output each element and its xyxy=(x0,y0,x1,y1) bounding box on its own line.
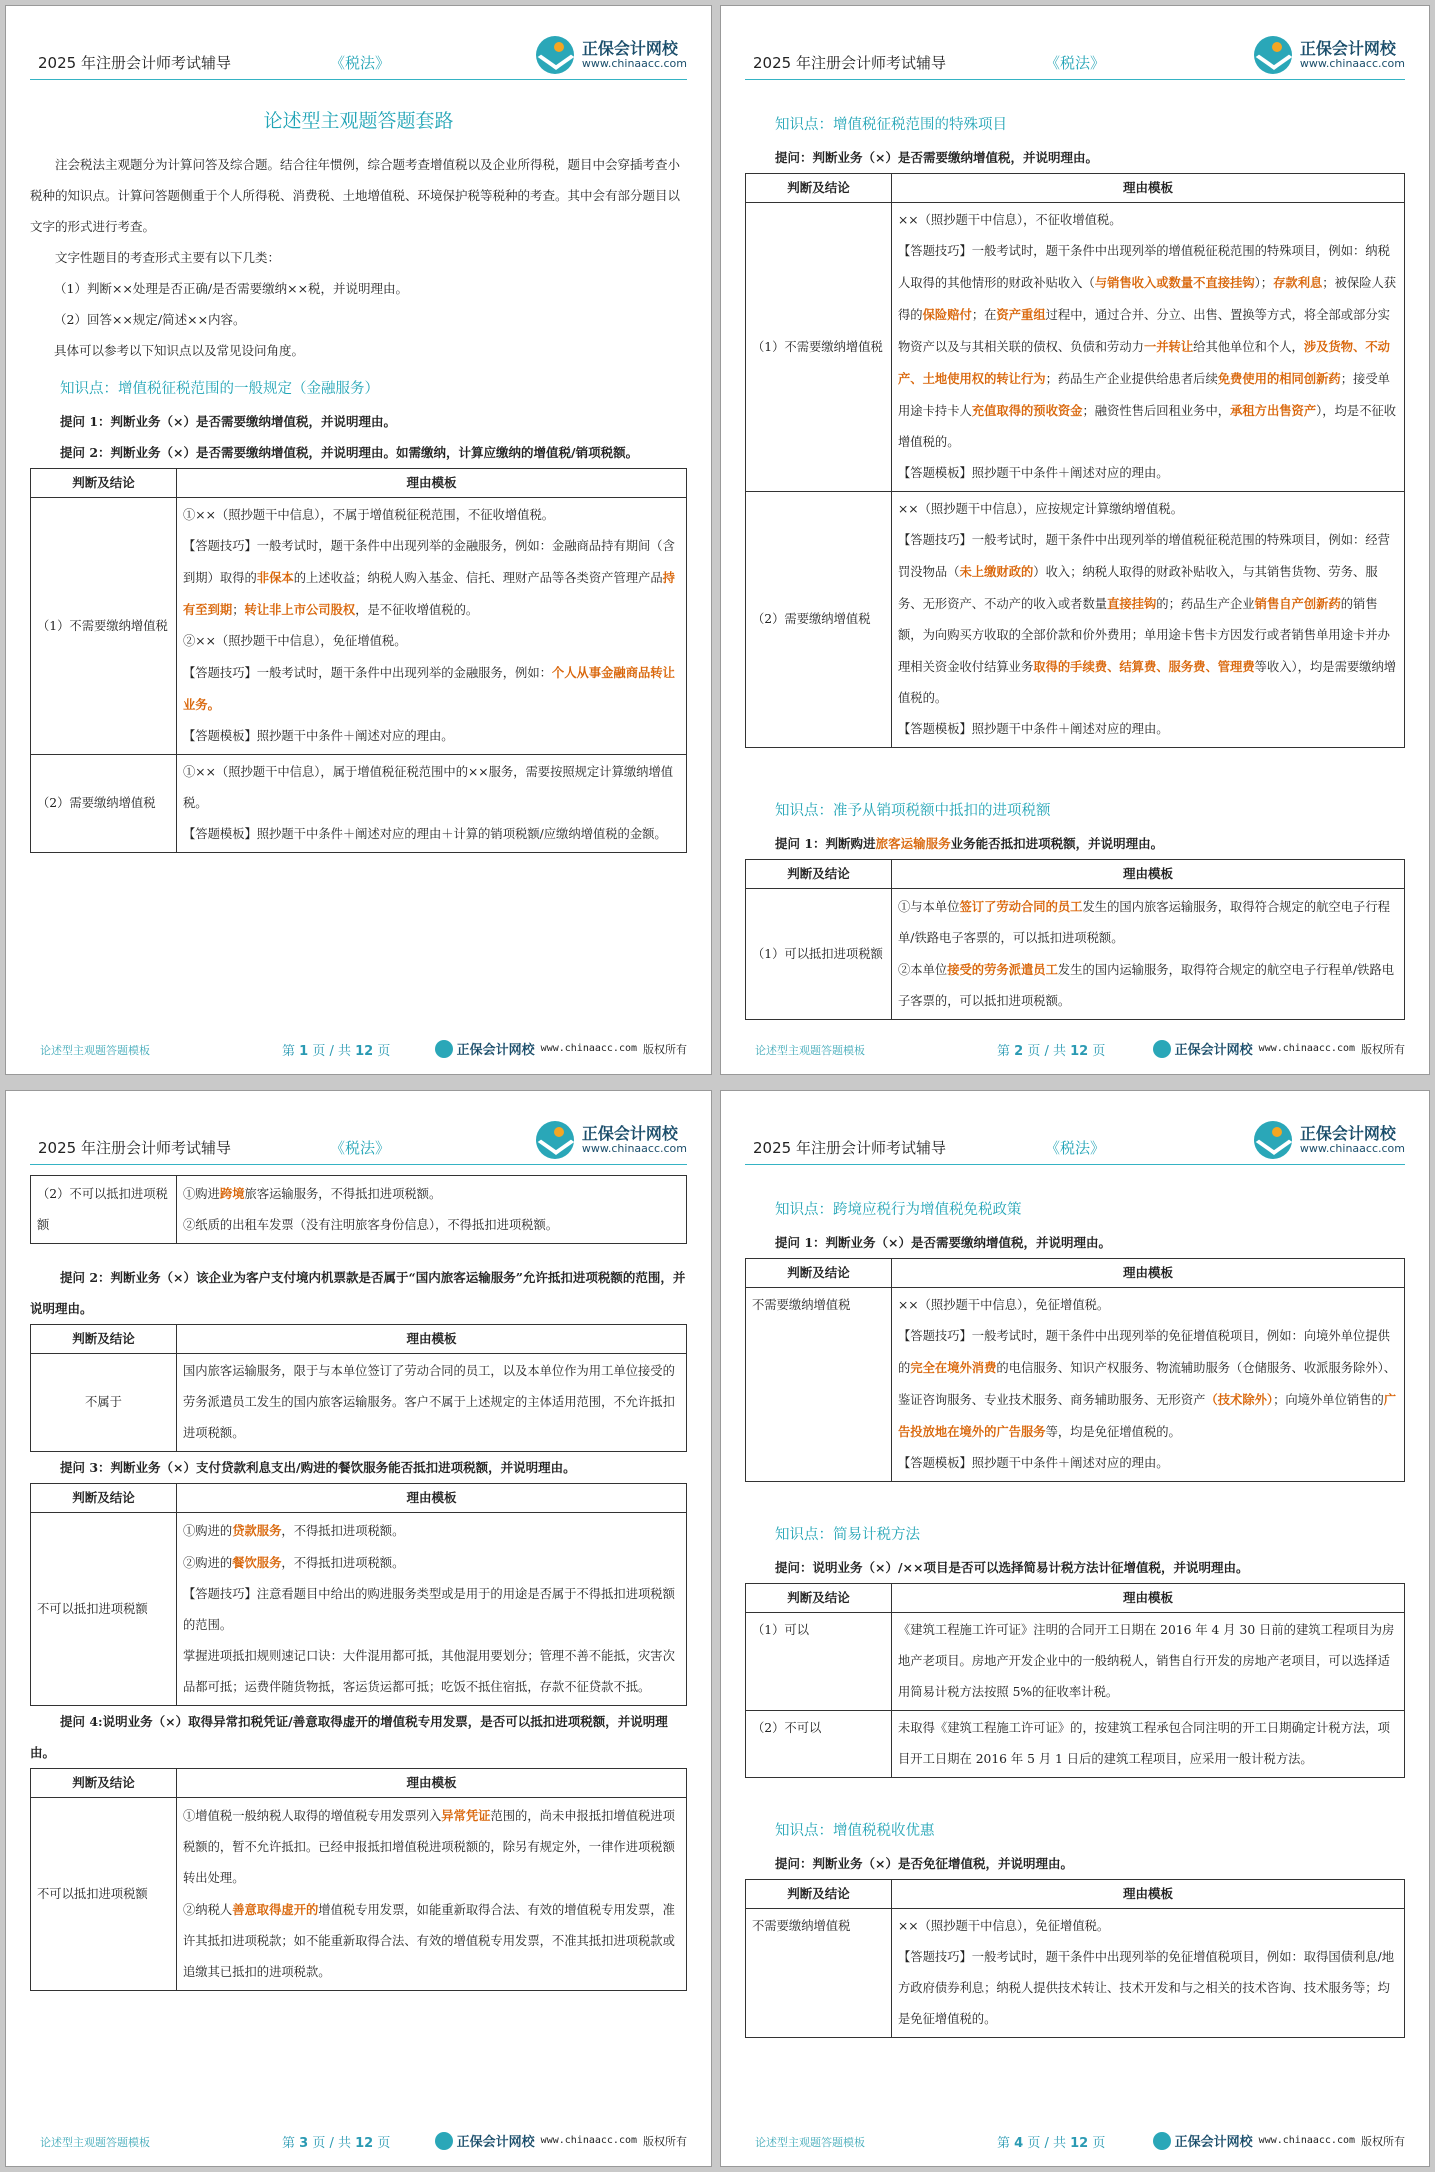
page-number: 第 2 页 / 共 12 页 xyxy=(997,1044,1106,1059)
page-1 xyxy=(5,5,712,1075)
conclusion-cell: （2）需要缴纳增值税 xyxy=(746,492,892,748)
logo: 正保会计网校 www.chinaacc.com xyxy=(1254,33,1405,77)
reason-cell: ××（照抄题干中信息），免征增值税。 【答题技巧】一般考试时，题干条件中出现列举的免征增值税项目，例如：向境外单位提供的完全在境外消费的电信服务、知识产权服务、物流辅助服务（仓储服务、收派服务除外）、鉴证咨询服务、专业技术服务、商务辅助服务、无形资产（技术除外）；向境外单位销售的广告投放地在境外的广告服务等，均是免征增值税的。 【答题模板】照抄题干中条件＋阐述对应的理由。 xyxy=(892,1288,1405,1482)
reason-line: ①××（照抄题干中信息），属于增值税征税范围中的××服务，需要按照规定计算缴纳增值税。 xyxy=(183,765,674,810)
reason-cell: ①购进的贷款服务，不得抵扣进项税额。 ②购进的餐饮服务，不得抵扣进项税额。 【答题技巧】注意看题目中给出的购进服务类型或是用于的用途是否属于不得抵扣进项税额的范围。 掌握进项抵扣规则速记口诀：大件混用都可抵，其他混用要划分；管理不善不能抵，灾害次品都可抵；运费伴随货物抵，客运货运都可抵；吃饭不抵住宿抵，存款不征贷款不抵。 xyxy=(177,1513,687,1706)
reason-line: ②××（照抄题干中信息），免征增值税。 xyxy=(183,634,407,648)
header-exam-title: 2025 年注册会计师考试辅导 xyxy=(38,54,231,72)
page-3 xyxy=(5,1090,712,2167)
table-row xyxy=(31,498,687,755)
reason-cell: 《建筑工程施工许可证》注明的合同开工日期在 2016 年 4 月 30 日前的建筑工程项目为房地产老项目。房地产开发企业中的一般纳税人，销售自行开发的房地产老项目，可以选择适用简易计税方法按照 5%的征收率计税。 xyxy=(892,1613,1405,1711)
logo-icon xyxy=(435,1040,453,1058)
answer-table xyxy=(745,173,1405,748)
footer-brand: 正保会计网校 www.chinaacc.com 版权所有 xyxy=(435,1039,687,1058)
question: 提问：判断业务（×）是否需要缴纳增值税，并说明理由。 xyxy=(775,150,1098,165)
reason-line: 【答题技巧】一般考试时，题干条件中出现列举的金融服务，例如：金融商品持有期间（含到期）取得的非保本的上述收益；纳税人购入基金、信托、理财产品等各类资产管理产品持有至到期；转让非上市公司股权，是不征收增值税的。 xyxy=(183,539,675,617)
footer-doc-name: 论述型主观题答题模板 xyxy=(40,1044,150,1057)
table-row xyxy=(746,1909,1405,2038)
section-heading: 知识点：跨境应税行为增值税免税政策 xyxy=(775,1202,1022,1218)
column-header: 判断及结论 xyxy=(31,469,177,498)
conclusion-cell: （2）不可以 xyxy=(746,1711,892,1778)
conclusion-cell: 不可以抵扣进项税额 xyxy=(31,1798,177,1991)
answer-table xyxy=(30,468,687,853)
reason-cell: 未取得《建筑工程施工许可证》的，按建筑工程承包合同注明的开工日期确定计税方法，项目开工日期在 2016 年 5 月 1 日后的建筑工程项目，应采用一般计税方法。 xyxy=(892,1711,1405,1778)
column-header: 判断及结论 xyxy=(746,860,892,889)
page-footer: 论述型主观题答题模板 第 4 页 / 共 12 页 正保会计网校 www.chinaacc.com 版权所有 xyxy=(745,2130,1405,2152)
question: 提问 3：判断业务（×）支付贷款利息支出/购进的餐饮服务能否抵扣进项税额，并说明理由。 xyxy=(60,1460,576,1475)
column-header: 理由模板 xyxy=(892,860,1405,889)
page-number: 第 4 页 / 共 12 页 xyxy=(997,2136,1106,2151)
table-row xyxy=(746,889,1405,1020)
table-row xyxy=(31,1354,687,1452)
logo-icon xyxy=(1254,1121,1292,1159)
section-heading: 知识点：增值税征税范围的一般规定（金融服务） xyxy=(60,381,379,397)
question: 提问 1：判断业务（×）是否需要缴纳增值税，并说明理由。 xyxy=(775,1235,1112,1250)
page-footer xyxy=(30,1038,687,1060)
page-header: 2025 年注册会计师考试辅导 《税法》 正保会计网校 www.chinaacc.com xyxy=(30,1115,687,1165)
answer-table xyxy=(745,859,1405,1020)
table-row xyxy=(746,203,1405,492)
conclusion-cell: 不需要缴纳增值税 xyxy=(746,1909,892,2038)
table-row xyxy=(31,1798,687,1991)
conclusion-cell: 不可以抵扣进项税额 xyxy=(31,1513,177,1706)
section-heading: 知识点：增值税征税范围的特殊项目 xyxy=(775,117,1007,133)
logo-icon xyxy=(536,36,574,74)
logo-icon xyxy=(435,2132,453,2150)
table-row xyxy=(31,1176,687,1244)
page-4 xyxy=(720,1090,1430,2167)
page-header xyxy=(30,30,687,80)
logo-name: 正保会计网校 xyxy=(581,39,678,59)
question: 提问 2：判断业务（×）是否需要缴纳增值税，并说明理由。如需缴纳，计算应缴纳的增值税/销项税额。 xyxy=(60,445,639,460)
answer-table: 判断及结论 理由模板 不可以抵扣进项税额 ①增值税一般纳税人取得的增值税专用发票列入异常凭证范围的，尚未申报抵扣增值税进项税额的，暂不允许抵扣。已经申报抵扣增值税进项税额的，除另有规定外，一律作进项税额转出处理。 ②纳税人善意取得虚开的增值税专用发票，如能重新取得合法、有效的增值税专用发票，准许其抵扣进项税款；如不能重新取得合法、有效的增值税专用发票，不准其抵扣进项税款或追缴其已抵扣的进项税款。 xyxy=(30,1768,687,1991)
answer-table: 判断及结论 理由模板 不需要缴纳增值税 ××（照抄题干中信息），免征增值税。 【答题技巧】一般考试时，题干条件中出现列举的免征增值税项目，例如：取得国债利息/地方政府债券利息；纳税人提供技术转让、技术开发和与之相关的技术咨询、技术服务等；均是免征增值税的。 xyxy=(745,1879,1405,2038)
document-title: 论述型主观题答题套路 xyxy=(263,110,454,132)
section-heading: 知识点：增值税税收优惠 xyxy=(775,1823,935,1839)
intro-paragraph: 具体可以参考以下知识点以及常见设问角度。 xyxy=(54,343,305,358)
section-heading: 知识点：准予从销项税额中抵扣的进项税额 xyxy=(775,803,1051,819)
page-2 xyxy=(720,5,1430,1075)
question: 提问 1：判断业务（×）是否需要缴纳增值税，并说明理由。 xyxy=(60,414,397,429)
conclusion-cell: （2）不可以抵扣进项税额 xyxy=(31,1176,177,1244)
table-row xyxy=(31,755,687,853)
page-footer: 论述型主观题答题模板 第 2 页 / 共 12 页 正保会计网校 www.chinaacc.com 版权所有 xyxy=(745,1038,1405,1060)
question: 提问 2：判断业务（×）该企业为客户支付境内机票款是否属于“国内旅客运输服务”允许抵扣进项税额的范围，并说明理由。 xyxy=(30,1270,686,1316)
reason-cell: ××（照抄题干中信息），免征增值税。 【答题技巧】一般考试时，题干条件中出现列举的免征增值税项目，例如：取得国债利息/地方政府债券利息；纳税人提供技术转让、技术开发和与之相关的技术咨询、技术服务等；均是免征增值税的。 xyxy=(892,1909,1405,2038)
reason-cell: 国内旅客运输服务，限于与本单位签订了劳动合同的员工，以及本单位作为用工单位接受的劳务派遣员工发生的国内旅客运输服务。客户不属于上述规定的主体适用范围，不允许抵扣进项税额。 xyxy=(177,1354,687,1452)
page-number: 第 3 页 / 共 12 页 xyxy=(282,2136,391,2151)
question: 提问 1：判断购进旅客运输服务业务能否抵扣进项税额，并说明理由。 xyxy=(775,836,1164,851)
conclusion-cell: 不需要缴纳增值税 xyxy=(746,1288,892,1482)
logo: 正保会计网校 www.chinaacc.com xyxy=(536,1118,687,1162)
answer-table xyxy=(30,1175,687,1244)
question: 提问：判断业务（×）是否免征增值税，并说明理由。 xyxy=(775,1856,1073,1871)
reason-cell xyxy=(177,498,687,755)
reason-line: 【答题模板】照抄题干中条件＋阐述对应的理由。 xyxy=(183,729,454,743)
reason-line: ①××（照抄题干中信息），不属于增值税征税范围，不征收增值税。 xyxy=(183,508,555,522)
answer-table: 判断及结论 理由模板 （1）可以 《建筑工程施工许可证》注明的合同开工日期在 2016 年 4 月 30 日前的建筑工程项目为房地产老项目。房地产开发企业中的一般纳税人，销售自行开发的房地产老项目，可以选择适用简易计税方法按照 5%的征收率计税。 （2）不可以 未取得《建筑工程施工许可证》的，按建筑工程承包合同注明的开工日期确定计税方法，项目开工日期在 2016 年 5 月 1 日后的建筑工程项目，应采用一般计税方法。 xyxy=(745,1583,1405,1778)
conclusion-cell: （1）不需要缴纳增值税 xyxy=(746,203,892,492)
column-header: 判断及结论 xyxy=(746,174,892,203)
logo-icon xyxy=(1153,1040,1171,1058)
intro-paragraph: （2）回答××规定/简述××内容。 xyxy=(54,312,246,327)
reason-cell xyxy=(177,755,687,853)
page-footer: 论述型主观题答题模板 第 3 页 / 共 12 页 正保会计网校 www.chinaacc.com 版权所有 xyxy=(30,2130,687,2152)
reason-line: 【答题技巧】一般考试时，题干条件中出现列举的金融服务，例如：个人从事金融商品转让业务。 xyxy=(183,665,675,712)
intro-paragraph: 文字性题目的考查形式主要有以下几类： xyxy=(55,250,281,265)
reason-cell: ××（照抄题干中信息），不征收增值税。 【答题技巧】一般考试时，题干条件中出现列举的增值税征税范围的特殊项目，例如：纳税人取得的其他情形的财政补贴收入（与销售收入或数量不直接挂钩）；存款利息；被保险人获得的保险赔付；在资产重组过程中，通过合并、分立、出售、置换等方式，将全部或部分实物资产以及与其相关联的债权、负债和劳动力一并转让给其他单位和个人，涉及货物、不动产、土地使用权的转让行为；药品生产企业提供给患者后续免费使用的相同创新药；接受单用途卡持卡人充值取得的预收资金；融资性售后回租业务中，承租方出售资产），均是不征收增值税的。 【答题模板】照抄题干中条件＋阐述对应的理由。 xyxy=(892,203,1405,492)
reason-cell: ①增值税一般纳税人取得的增值税专用发票列入异常凭证范围的，尚未申报抵扣增值税进项税额的，暂不允许抵扣。已经申报抵扣增值税进项税额的，除另有规定外，一律作进项税额转出处理。 ②纳税人善意取得虚开的增值税专用发票，如能重新取得合法、有效的增值税专用发票，准许其抵扣进项税款；如不能重新取得合法、有效的增值税专用发票，不准其抵扣进项税款或追缴其已抵扣的进项税款。 xyxy=(177,1798,687,1991)
conclusion-cell: （1）可以抵扣进项税额 xyxy=(746,889,892,1020)
page-number: 第 1 页 / 共 12 页 xyxy=(282,1044,391,1059)
logo-icon xyxy=(1254,36,1292,74)
logo-icon xyxy=(536,1121,574,1159)
header-exam-title: 2025 年注册会计师考试辅导 xyxy=(753,54,946,72)
intro-paragraph: （1）判断××处理是否正确/是否需要缴纳××税，并说明理由。 xyxy=(54,281,409,296)
table-row xyxy=(31,1513,687,1706)
logo: 正保会计网校 www.chinaacc.com xyxy=(1254,1118,1405,1162)
table-row xyxy=(746,1613,1405,1711)
question: 提问 4:说明业务（×）取得异常扣税凭证/善意取得虚开的增值税专用发票，是否可以抵扣进项税额，并说明理由。 xyxy=(30,1714,668,1760)
conclusion-cell: （1）可以 xyxy=(746,1613,892,1711)
page-header: 2025 年注册会计师考试辅导 《税法》 正保会计网校 www.chinaacc.com xyxy=(745,1115,1405,1165)
page-header xyxy=(745,30,1405,80)
conclusion-cell: （2）需要缴纳增值税 xyxy=(31,755,177,853)
question: 提问：说明业务（×）/××项目是否可以选择简易计税方法计征增值税，并说明理由。 xyxy=(775,1560,1249,1575)
reason-cell: ××（照抄题干中信息），应按规定计算缴纳增值税。 【答题技巧】一般考试时，题干条件中出现列举的增值税征税范围的特殊项目，例如：经营罚没物品（未上缴财政的）收入；纳税人取得的财政补贴收入，与其销售货物、劳务、服务、无形资产、不动产的收入或者数量直接挂钩的；药品生产企业销售自产创新药的销售额，为向购买方收取的全部价款和价外费用；单用途卡售卡方因发行或者销售单用途卡并办理相关资金收付结算业务取得的手续费、结算费、服务费、管理费等收入），均是需要缴纳增值税的。 【答题模板】照抄题干中条件＋阐述对应的理由。 xyxy=(892,492,1405,748)
logo xyxy=(536,33,687,77)
answer-table: 判断及结论 理由模板 不属于 国内旅客运输服务，限于与本单位签订了劳动合同的员工，以及本单位作为用工单位接受的劳务派遣员工发生的国内旅客运输服务。客户不属于上述规定的主体适用范围，不允许抵扣进项税额。 xyxy=(30,1324,687,1452)
conclusion-cell: 不属于 xyxy=(31,1354,177,1452)
answer-table: 判断及结论 理由模板 不需要缴纳增值税 ××（照抄题干中信息），免征增值税。 【答题技巧】一般考试时，题干条件中出现列举的免征增值税项目，例如：向境外单位提供的完全在境外消费的电信服务、知识产权服务、物流辅助服务（仓储服务、收派服务除外）、鉴证咨询服务、专业技术服务、商务辅助服务、无形资产（技术除外）；向境外单位销售的广告投放地在境外的广告服务等，均是免征增值税的。 【答题模板】照抄题干中条件＋阐述对应的理由。 xyxy=(745,1258,1405,1482)
table-row xyxy=(746,492,1405,748)
conclusion-cell: （1）不需要缴纳增值税 xyxy=(31,498,177,755)
table-row xyxy=(746,1711,1405,1778)
reason-cell: ①购进跨境旅客运输服务，不得抵扣进项税额。 ②纸质的出租车发票（没有注明旅客身份信息），不得抵扣进项税额。 xyxy=(177,1176,687,1244)
intro-paragraph: 注会税法主观题分为计算问答及综合题。结合往年惯例，综合题考查增值税以及企业所得税，题目中会穿插考查小税种的知识点。计算问答题侧重于个人所得税、消费税、土地增值税、环境保护税等税种的考查。其中会有部分题目以文字的形式进行考查。 xyxy=(30,157,681,234)
answer-table: 判断及结论 理由模板 不可以抵扣进项税额 ①购进的贷款服务，不得抵扣进项税额。 ②购进的餐饮服务，不得抵扣进项税额。 【答题技巧】注意看题目中给出的购进服务类型或是用于的用途是否属于不得抵扣进项税额的范围。 掌握进项抵扣规则速记口诀：大件混用都可抵，其他混用要划分；管理不善不能抵，灾害次品都可抵；运费伴随货物抵，客运货运都可抵；吃饭不抵住宿抵，存款不征贷款不抵。 xyxy=(30,1483,687,1706)
column-header: 理由模板 xyxy=(177,469,687,498)
section-heading: 知识点：简易计税方法 xyxy=(775,1527,920,1543)
logo-icon xyxy=(1153,2132,1171,2150)
header-subject: 《税法》 xyxy=(1045,54,1106,72)
table-row xyxy=(746,1288,1405,1482)
column-header: 理由模板 xyxy=(892,174,1405,203)
logo-url: www.chinaacc.com xyxy=(581,56,687,70)
reason-cell: ①与本单位签订了劳动合同的员工发生的国内旅客运输服务，取得符合规定的航空电子行程单/铁路电子客票的，可以抵扣进项税额。 ②本单位接受的劳务派遣员工发生的国内运输服务，取得符合规定的航空电子行程单/铁路电子客票的，可以抵扣进项税额。 xyxy=(892,889,1405,1020)
reason-line: 【答题模板】照抄题干中条件＋阐述对应的理由＋计算的销项税额/应缴纳增值税的金额。 xyxy=(183,827,667,841)
header-subject: 《税法》 xyxy=(330,54,391,72)
